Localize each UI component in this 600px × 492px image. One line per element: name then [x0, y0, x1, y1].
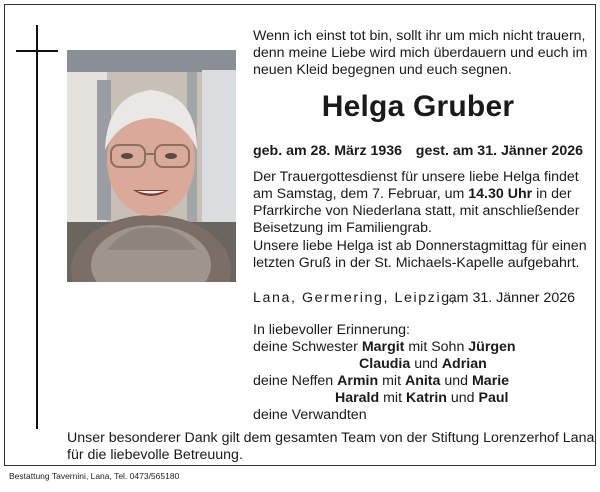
mourner-line	[253, 339, 516, 356]
mourner-text: mit	[378, 373, 405, 389]
mourner-name: Harald	[335, 390, 380, 406]
thanks-text	[67, 430, 594, 464]
mourner-text: mit	[379, 390, 406, 406]
poem-line: neuen Kleid begegnen und euch segnen.	[253, 62, 512, 78]
service-text: in der	[532, 186, 572, 202]
poem-line: denn meine Liebe wird mich überdauern und euch im	[253, 45, 588, 61]
mourner-name: Armin	[337, 373, 379, 389]
mourner-line	[253, 373, 516, 390]
place: Lana, Germering, Leipzig,	[253, 290, 457, 306]
place-and-date	[253, 290, 575, 307]
mourner-text: und	[446, 390, 479, 406]
service-line: Pfarrkirche von Niederlana statt, mit anschließender	[253, 203, 580, 219]
cross-icon	[36, 25, 38, 429]
mourner-line: deine Verwandten	[253, 407, 367, 423]
mourner-name: Claudia	[359, 356, 411, 372]
death-date: gest. am 31. Jänner 2026	[415, 143, 583, 159]
viewing-line: letzten Gruß in der St. Michaels-Kapelle aufgebahrt.	[253, 255, 580, 271]
mourner-name: Marie	[471, 373, 510, 389]
mourner-text: und	[410, 356, 442, 372]
service-line: Der Trauergottesdienst für unsere liebe Helga findet	[253, 169, 579, 185]
mourner-text: deine Schwester	[253, 339, 362, 355]
life-dates	[253, 143, 583, 159]
viewing-text	[253, 238, 587, 272]
deceased-name: Helga Gruber	[321, 90, 515, 123]
mourners-list	[253, 322, 516, 424]
mourner-name: Katrin	[405, 390, 447, 406]
viewing-line: Unsere liebe Helga ist ab Donnerstagmittag für einen	[253, 238, 587, 254]
service-time: 14.30 Uhr	[468, 186, 533, 202]
mourner-name: Adrian	[441, 356, 487, 372]
mourner-name: Anita	[404, 373, 441, 389]
service-text: am Samstag, dem 7. Februar, um	[253, 186, 469, 202]
funeral-home-credit: Bestattung Tavernini, Lana, Tel. 0473/565180	[9, 471, 180, 481]
place-date: am 31. Jänner 2026	[448, 290, 575, 306]
mourner-name: Jürgen	[468, 339, 516, 355]
poem	[253, 28, 587, 79]
service-line: Beisetzung im Familiengrab.	[253, 220, 432, 236]
mourner-text: und	[440, 373, 472, 389]
service-line	[253, 186, 579, 203]
portrait-photo	[67, 50, 236, 282]
memory-intro: In liebevoller Erinnerung:	[253, 322, 410, 338]
mourner-line	[253, 390, 516, 407]
cross-icon-bar	[16, 50, 58, 52]
mourner-name: Paul	[478, 390, 509, 406]
mourner-text: mit Sohn	[404, 339, 469, 355]
mourner-text: deine Neffen	[253, 373, 338, 389]
mourner-name: Margit	[361, 339, 405, 355]
thanks-line: Unser besonderer Dank gilt dem gesamten Team von der Stiftung Lorenzerhof Lana	[67, 430, 595, 446]
funeral-service-text	[253, 169, 579, 237]
poem-line: Wenn ich einst tot bin, sollt ihr um mich nicht trauern,	[253, 28, 586, 44]
birth-date: geb. am 28. März 1936	[253, 143, 403, 159]
thanks-line: für die liebevolle Betreuung.	[67, 447, 243, 463]
mourner-line	[253, 356, 516, 373]
